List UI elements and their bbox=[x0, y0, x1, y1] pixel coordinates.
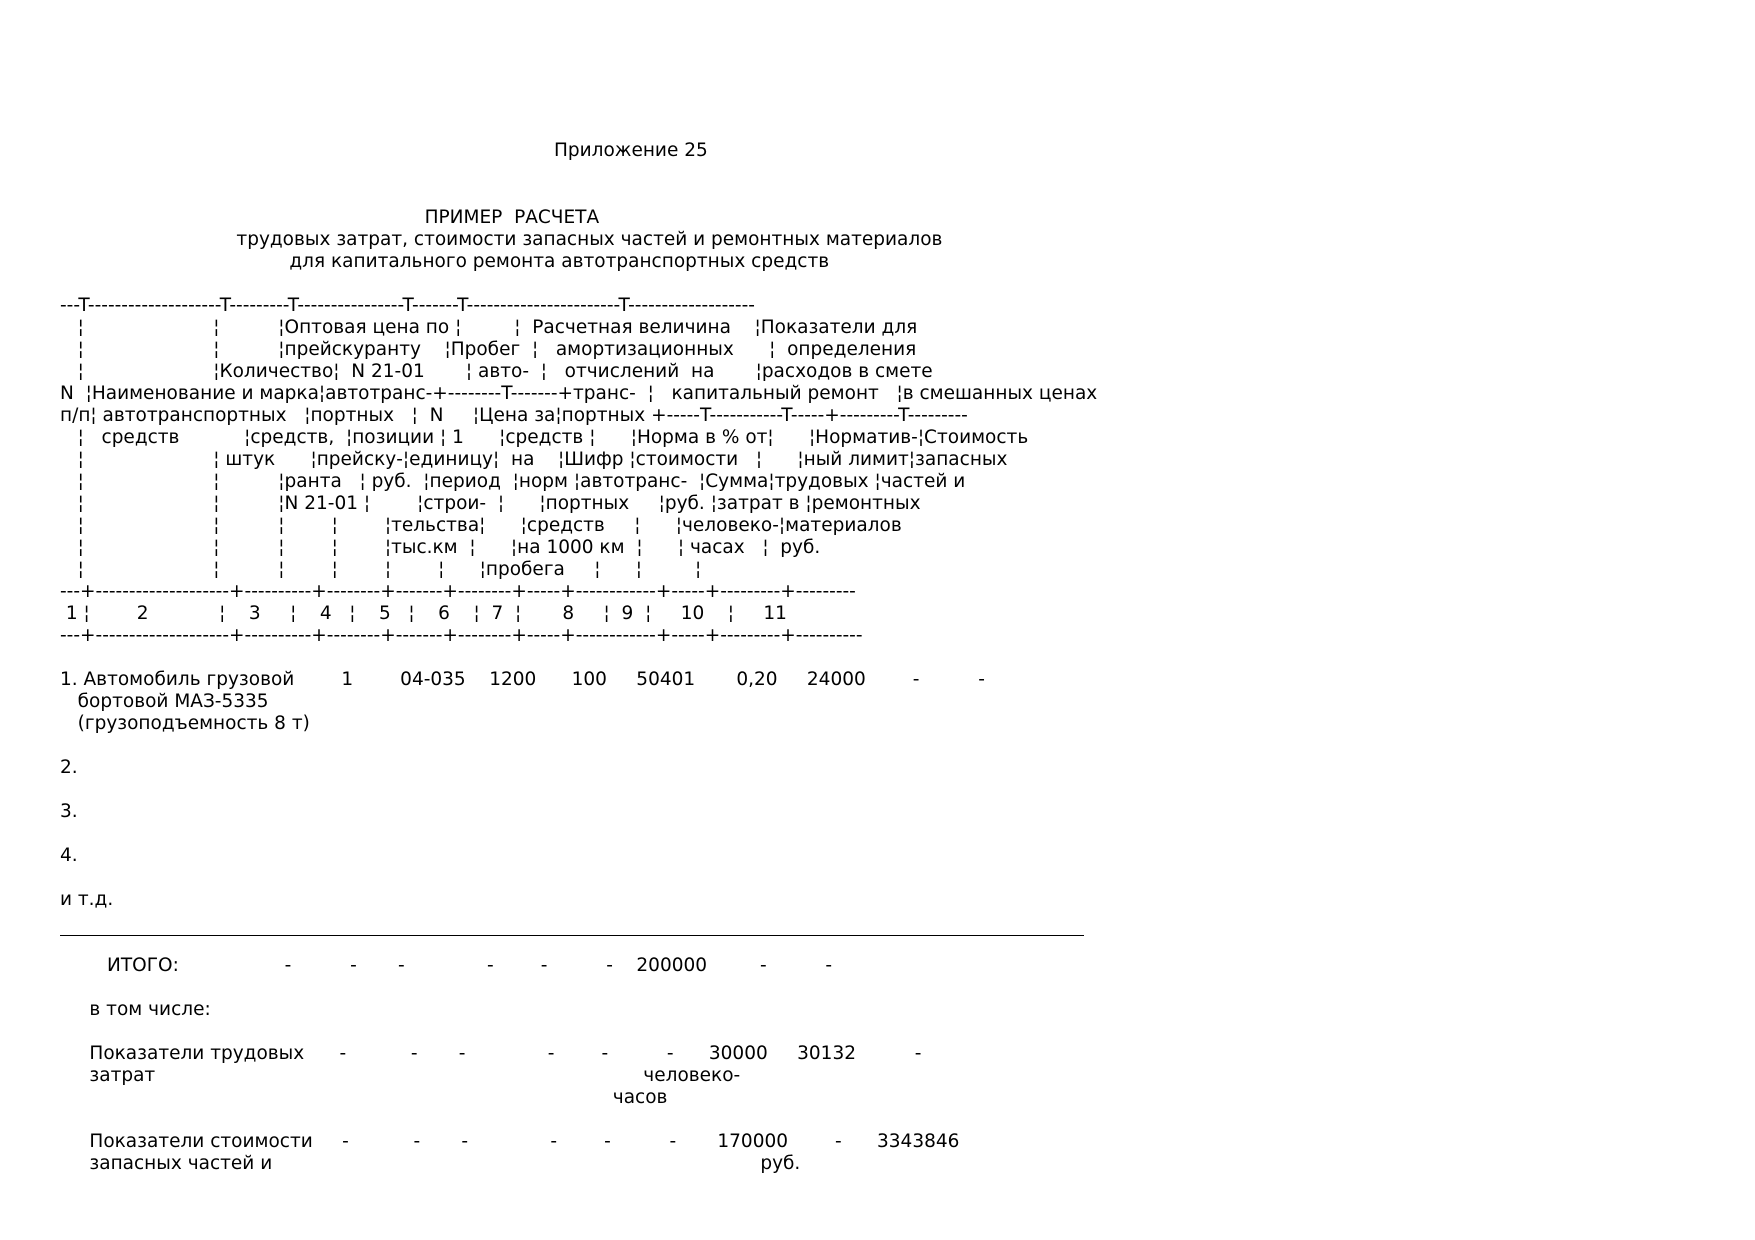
table-row: 3. bbox=[60, 801, 78, 822]
total-row: ИТОГО: - - - - - - 200000 - - bbox=[60, 955, 833, 976]
appendix-number: Приложение 25 bbox=[60, 140, 708, 161]
table-column-numbers: 1 ¦ 2 ¦ 3 ¦ 4 ¦ 5 ¦ 6 ¦ 7 ¦ 8 ¦ 9 ¦ 10 ¦ 11 bbox=[60, 603, 787, 624]
document-subtitle-line-2: для капитального ремонта автотранспортных средств bbox=[60, 251, 830, 272]
document-subtitle-line-1: трудовых затрат, стоимости запасных частей и ремонтных материалов bbox=[60, 229, 943, 250]
table-header-line: ¦ ¦ ¦Оптовая цена по ¦ ¦ Расчетная величина ¦Показатели для bbox=[60, 317, 918, 338]
table-header-line: п/п¦ автотранспортных ¦портных ¦ N ¦Цена за¦портных +-----T-----------T-----+---------T--------- bbox=[60, 405, 968, 426]
table-separator: ---+--------------------+----------+--------+-------+--------+-----+------------+-----+---------+--------- bbox=[60, 581, 856, 602]
table-header-line: ¦ ¦ ¦N 21-01 ¦ ¦строи- ¦ ¦портных ¦руб. ¦затрат в ¦ремонтных bbox=[60, 493, 921, 514]
table-header-line: ¦ ¦ ¦ ¦ ¦ ¦ ¦пробега ¦ ¦ ¦ bbox=[60, 559, 702, 580]
table-row-continuation: бортовой МАЗ-5335 bbox=[60, 691, 269, 712]
table-header-line: ¦ ¦ ¦ ¦ ¦тыс.км ¦ ¦на 1000 км ¦ ¦ часах ¦ руб. bbox=[60, 537, 821, 558]
table-row: 1. Автомобиль грузовой 1 04-035 1200 100 50401 0,20 24000 - - bbox=[60, 669, 985, 690]
table-row-continuation: (грузоподъемность 8 т) bbox=[60, 713, 310, 734]
table-header-line: ¦ ¦ ¦прейскуранту ¦Пробег ¦ амортизационных ¦ определения bbox=[60, 339, 917, 360]
total-divider bbox=[60, 935, 1084, 936]
table-row: 2. bbox=[60, 757, 78, 778]
parts-row: Показатели стоимости - - - - - - 170000 - 3343846 bbox=[60, 1131, 960, 1152]
table-row: и т.д. bbox=[60, 889, 114, 910]
table-top-border: ---T--------------------T---------T----------------T-------T-----------------------T------------------- bbox=[60, 295, 755, 316]
table-header-line: N ¦Наименование и марка¦автотранс-+--------T-------+транс- ¦ капитальный ремонт ¦в смешанных ценах bbox=[60, 383, 1098, 404]
table-row: 4. bbox=[60, 845, 78, 866]
table-header-line: ¦ ¦ штук ¦прейску-¦единицу¦ на ¦Шифр ¦стоимости ¦ ¦ный лимит¦запасных bbox=[60, 449, 1008, 470]
labor-row: Показатели трудовых - - - - - - 30000 30132 - bbox=[60, 1043, 922, 1064]
including-label: в том числе: bbox=[60, 999, 211, 1020]
table-header-line: ¦ ¦ ¦ ¦ ¦тельства¦ ¦средств ¦ ¦человеко-¦материалов bbox=[60, 515, 902, 536]
labor-row: затрат человеко- bbox=[60, 1065, 741, 1086]
document-title: ПРИМЕР РАСЧЕТА bbox=[60, 207, 600, 228]
table-separator: ---+--------------------+----------+--------+-------+--------+-----+------------+-----+---------+---------- bbox=[60, 625, 863, 646]
labor-row: часов bbox=[60, 1087, 668, 1108]
table-header-line: ¦ ¦Количество¦ N 21-01 ¦ авто- ¦ отчислений на ¦расходов в смете bbox=[60, 361, 933, 382]
table-header-line: ¦ ¦ ¦ранта ¦ руб. ¦период ¦норм ¦автотранс- ¦Сумма¦трудовых ¦частей и bbox=[60, 471, 966, 492]
table-header-line: ¦ средств ¦средств, ¦позиции ¦ 1 ¦средств ¦ ¦Норма в % от¦ ¦Норматив-¦Стоимость bbox=[60, 427, 1029, 448]
parts-row: запасных частей и руб. bbox=[60, 1153, 801, 1174]
